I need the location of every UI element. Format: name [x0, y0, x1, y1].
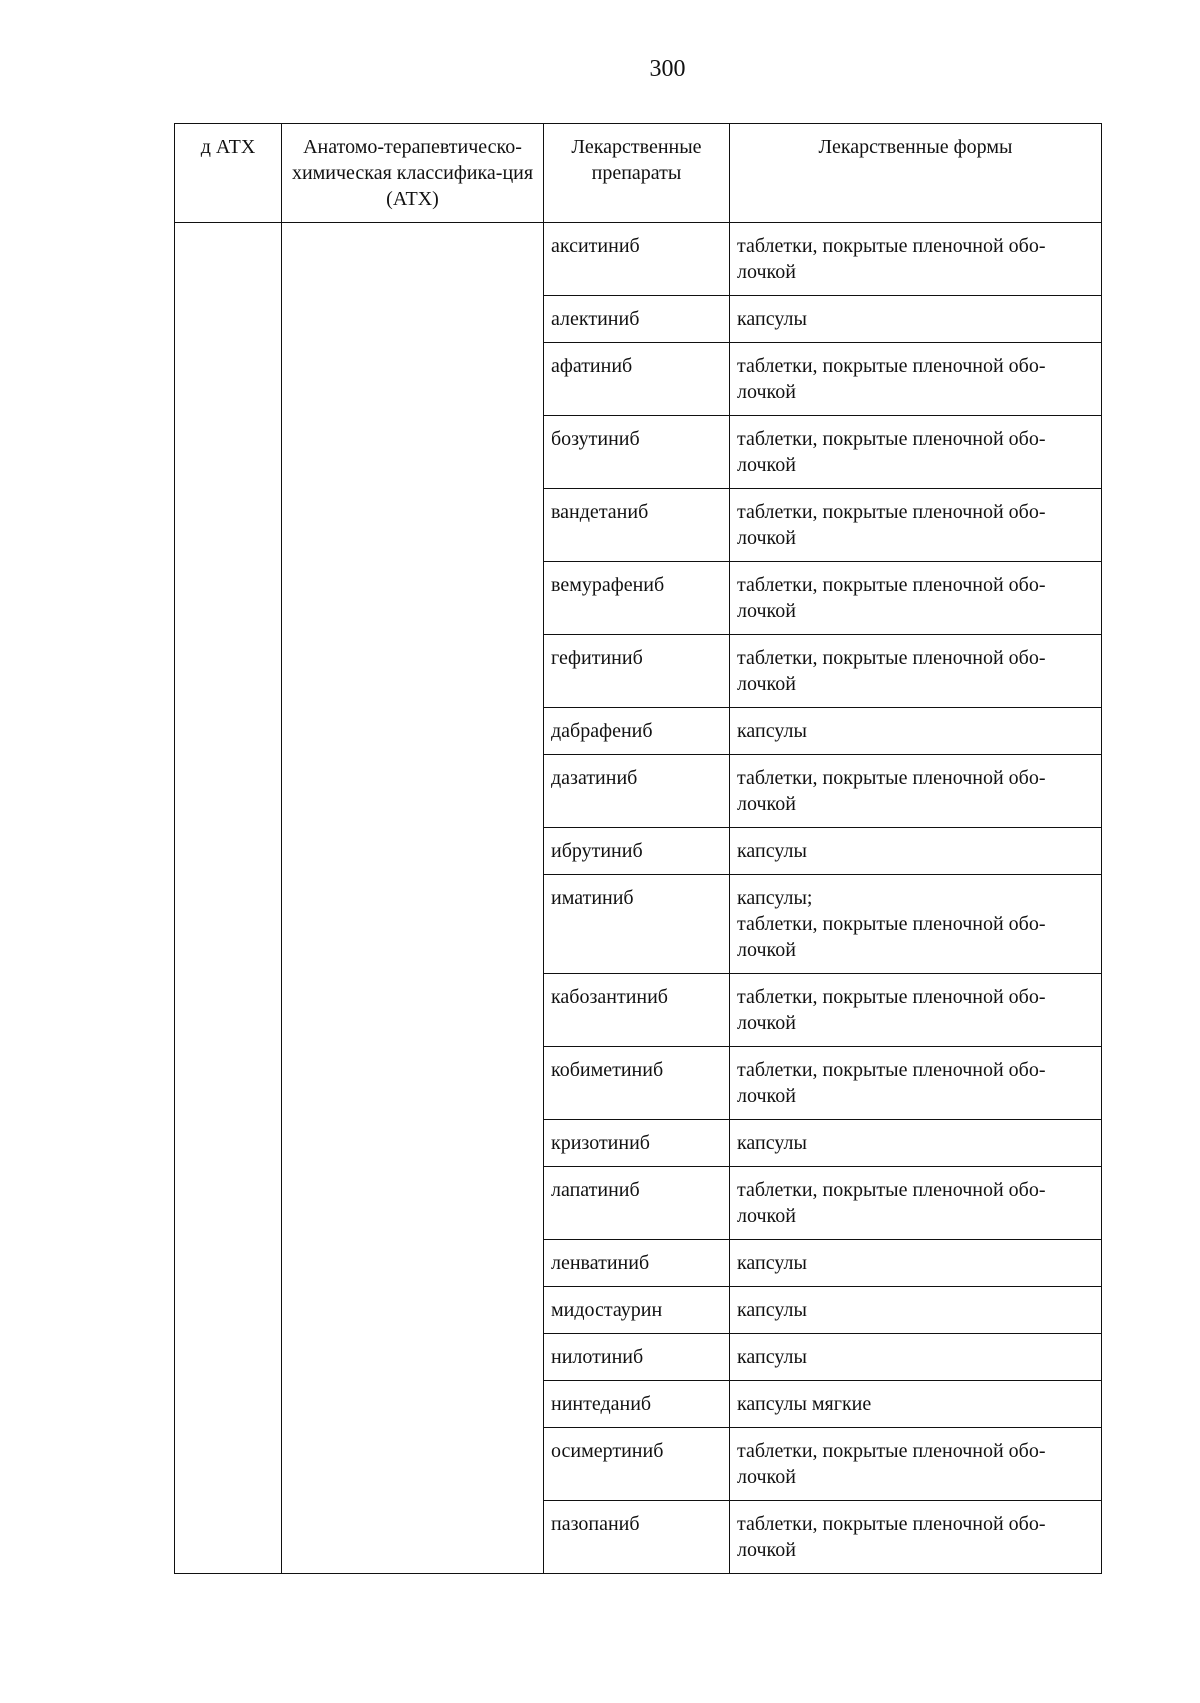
dosage-form-text: таблетки, покрытые пленочной обо-лочкой: [737, 1179, 1046, 1227]
dosage-form-cell: [730, 1120, 1102, 1167]
dosage-form-text: таблетки, покрытые пленочной обо-лочкой: [737, 1059, 1046, 1107]
table-header-row: [175, 124, 1102, 223]
dosage-form-cell: [730, 296, 1102, 343]
drug-name-cell: ибрутиниб: [544, 828, 730, 875]
drug-name-cell: вандетаниб: [544, 489, 730, 562]
dosage-form-text: капсулы: [737, 1299, 807, 1321]
dosage-form-cell: [730, 1381, 1102, 1428]
drug-name-cell: ленватиниб: [544, 1240, 730, 1287]
dosage-form-text: капсулы: [737, 1132, 807, 1154]
dosage-form-text: таблетки, покрытые пленочной обо-лочкой: [737, 235, 1046, 283]
dosage-form-cell: [730, 635, 1102, 708]
dosage-form-text: капсулы: [737, 308, 807, 330]
dosage-form-cell: [730, 1501, 1102, 1574]
header-atc-code: д АТХ: [175, 124, 282, 223]
dosage-form-cell: [730, 1047, 1102, 1120]
drug-name-cell: нилотиниб: [544, 1334, 730, 1381]
dosage-form-text: таблетки, покрытые пленочной обо-лочкой: [737, 913, 1046, 961]
dosage-form-cell: [730, 708, 1102, 755]
dosage-form-cell: [730, 1334, 1102, 1381]
drug-name-cell: дазатиниб: [544, 755, 730, 828]
dosage-form-text: таблетки, покрытые пленочной обо-лочкой: [737, 355, 1046, 403]
drug-name-cell: афатиниб: [544, 343, 730, 416]
drug-name-cell: нинтеданиб: [544, 1381, 730, 1428]
dosage-form-text: капсулы: [737, 1346, 807, 1368]
drug-name-cell: гефитиниб: [544, 635, 730, 708]
drug-name-cell: бозутиниб: [544, 416, 730, 489]
drug-name-cell: акситиниб: [544, 223, 730, 296]
dosage-form-text: таблетки, покрытые пленочной обо-лочкой: [737, 986, 1046, 1034]
dosage-form-cell: [730, 755, 1102, 828]
dosage-form-cell: [730, 223, 1102, 296]
dosage-form-cell: [730, 1167, 1102, 1240]
drug-name-cell: алектиниб: [544, 296, 730, 343]
dosage-form-text: капсулы: [737, 1252, 807, 1274]
dosage-form-text: таблетки, покрытые пленочной обо-лочкой: [737, 428, 1046, 476]
dosage-form-cell: [730, 489, 1102, 562]
header-atc-classification: Анатомо-терапевтическо-химическая классифика-ция (АТХ): [282, 124, 544, 223]
dosage-form-text: таблетки, покрытые пленочной обо-лочкой: [737, 767, 1046, 815]
dosage-form-cell: [730, 974, 1102, 1047]
dosage-form-text: таблетки, покрытые пленочной обо-лочкой: [737, 1513, 1046, 1561]
dosage-form-text: таблетки, покрытые пленочной обо-лочкой: [737, 647, 1046, 695]
atc-classification-cell: [282, 223, 544, 1574]
dosage-form-cell: [730, 416, 1102, 489]
drug-name-cell: дабрафениб: [544, 708, 730, 755]
header-drugs: Лекарственные препараты: [544, 124, 730, 223]
dosage-form-text: капсулы;: [737, 887, 813, 909]
dosage-form-cell: [730, 1240, 1102, 1287]
table-row: [175, 223, 1102, 296]
drug-name-cell: иматиниб: [544, 875, 730, 974]
dosage-form-text: капсулы мягкие: [737, 1393, 872, 1415]
drug-name-cell: вемурафениб: [544, 562, 730, 635]
dosage-form-cell: [730, 875, 1102, 974]
dosage-form-cell: [730, 343, 1102, 416]
dosage-form-cell: [730, 1428, 1102, 1501]
drug-name-cell: кобиметиниб: [544, 1047, 730, 1120]
drug-name-cell: кризотиниб: [544, 1120, 730, 1167]
header-dosage-forms: Лекарственные формы: [730, 124, 1102, 223]
drug-name-cell: осимертиниб: [544, 1428, 730, 1501]
page-number: 300: [649, 56, 686, 82]
drug-table: [174, 123, 1102, 1574]
dosage-form-cell: [730, 828, 1102, 875]
drug-name-cell: пазопаниб: [544, 1501, 730, 1574]
dosage-form-cell: [730, 1287, 1102, 1334]
dosage-form-text: таблетки, покрытые пленочной обо-лочкой: [737, 1440, 1046, 1488]
dosage-form-text: таблетки, покрытые пленочной обо-лочкой: [737, 574, 1046, 622]
dosage-form-text: таблетки, покрытые пленочной обо-лочкой: [737, 501, 1046, 549]
drug-name-cell: мидостаурин: [544, 1287, 730, 1334]
drug-name-cell: кабозантиниб: [544, 974, 730, 1047]
dosage-form-cell: [730, 562, 1102, 635]
dosage-form-text: капсулы: [737, 840, 807, 862]
table-body: [175, 223, 1102, 1574]
atc-code-cell: [175, 223, 282, 1574]
dosage-form-text: капсулы: [737, 720, 807, 742]
drug-name-cell: лапатиниб: [544, 1167, 730, 1240]
